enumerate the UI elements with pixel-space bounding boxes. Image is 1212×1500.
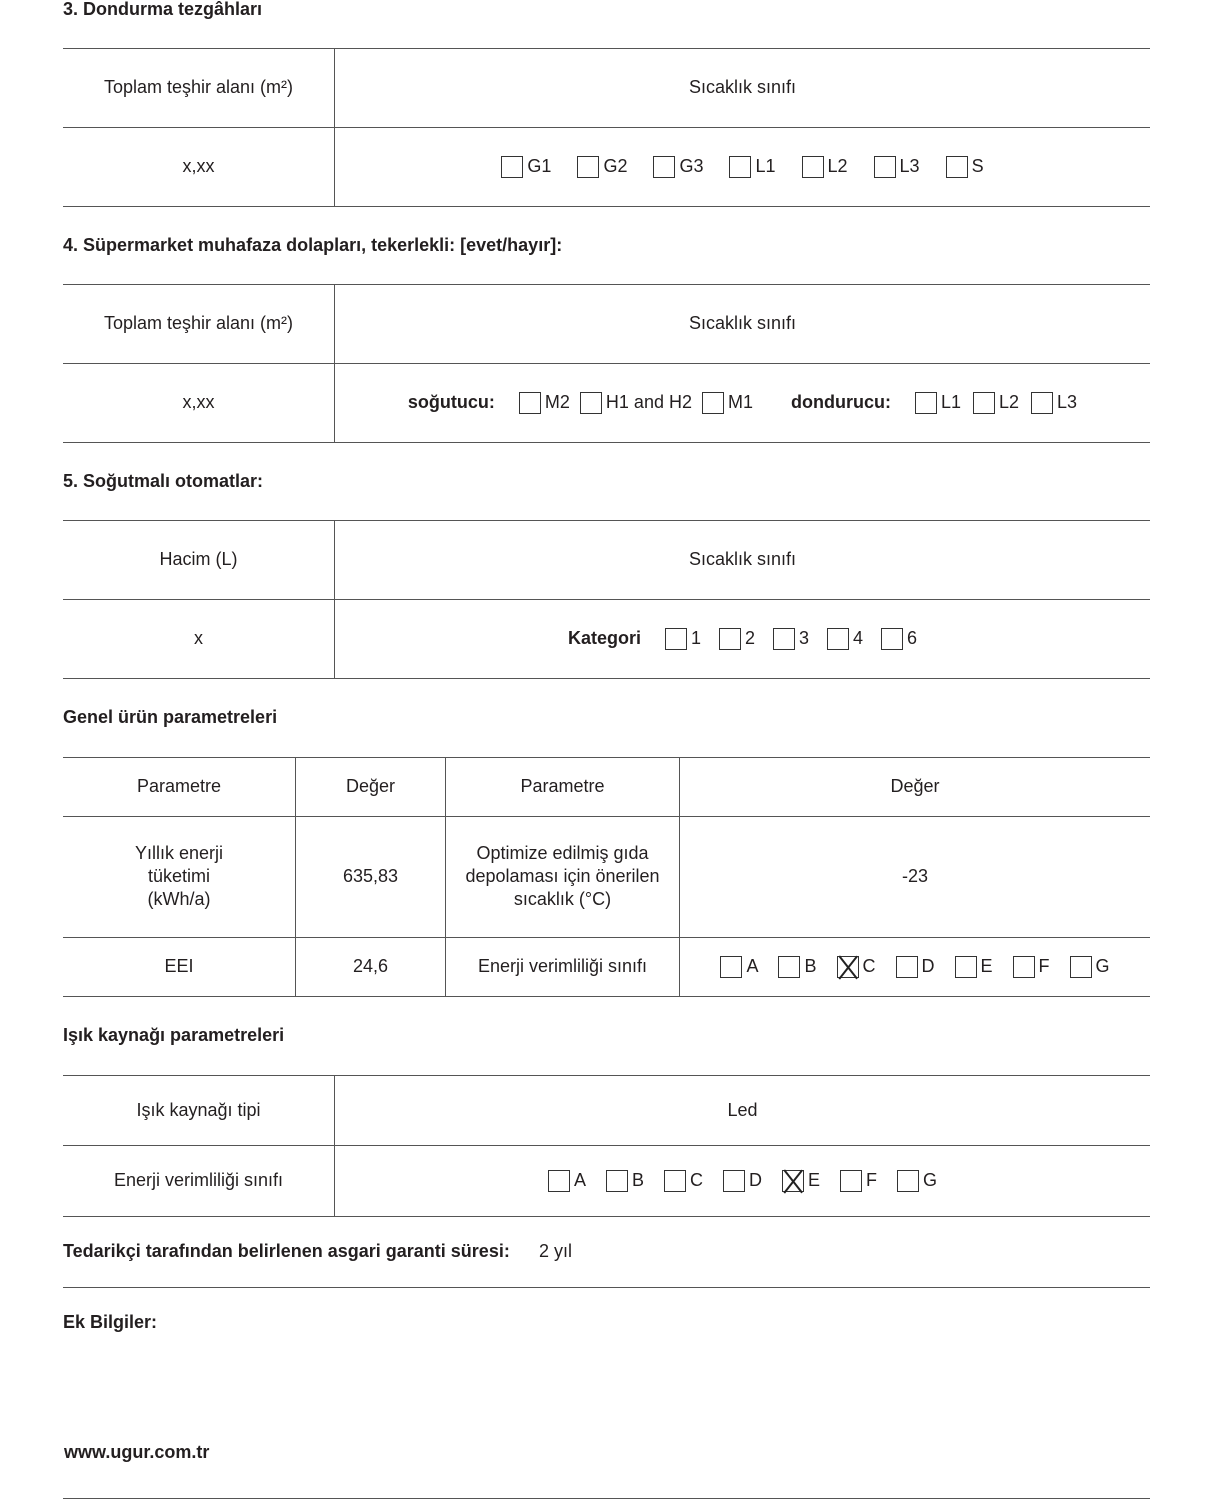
checkbox[interactable]	[501, 156, 523, 178]
checkbox[interactable]	[773, 628, 795, 650]
checkbox-option[interactable]	[840, 1170, 877, 1192]
light-type-value: Led	[727, 1099, 758, 1120]
checkbox-label: A	[573, 1170, 586, 1190]
section4-temperature-class-options	[335, 363, 1150, 442]
section4-value: x,xx	[182, 392, 215, 412]
divider	[63, 1287, 1150, 1288]
eei-value: 24,6	[352, 956, 389, 976]
checkbox[interactable]	[720, 956, 742, 978]
checkbox-option[interactable]	[773, 628, 809, 650]
section4-heading: 4. Süpermarket muhafaza dolapları, tekerlekli: [evet/hayır]:	[63, 235, 563, 255]
checkbox-label: M1	[727, 392, 753, 412]
cooler-label: soğutucu:	[407, 392, 495, 412]
checkbox[interactable]	[606, 1170, 628, 1192]
section5-heading: 5. Soğutmalı otomatlar:	[63, 471, 264, 491]
checkbox-label: L3	[899, 156, 920, 176]
checkbox-option[interactable]	[837, 956, 876, 978]
checkbox[interactable]	[881, 628, 903, 650]
divider	[63, 678, 1150, 679]
recommended-temperature-label: Optimize edilmiş gıda depolaması için önerilen sıcaklık (°C)	[465, 843, 660, 909]
checkbox[interactable]	[702, 392, 724, 414]
checkbox-label: 3	[799, 628, 810, 648]
checkbox[interactable]	[1031, 392, 1053, 414]
section5-category-options	[335, 599, 1150, 678]
checkbox-label: G2	[603, 156, 628, 176]
checkbox-option[interactable]	[915, 392, 961, 414]
checkbox[interactable]	[653, 156, 675, 178]
checkbox[interactable]	[719, 628, 741, 650]
checkbox[interactable]	[548, 1170, 570, 1192]
checkbox[interactable]	[577, 156, 599, 178]
checkbox-option[interactable]	[1031, 392, 1077, 414]
freezer-label: dondurucu:	[791, 392, 891, 412]
light-class-label: Enerji verimliliği sınıfı	[113, 1170, 284, 1190]
checkbox[interactable]	[973, 392, 995, 414]
checkbox-label: G1	[527, 156, 552, 176]
checkbox-label: F	[866, 1170, 878, 1190]
checkbox[interactable]	[827, 628, 849, 650]
checkbox-label: M2	[544, 392, 570, 412]
checkbox-option[interactable]	[973, 392, 1019, 414]
divider	[63, 1498, 1150, 1499]
checkbox-label: B	[631, 1170, 644, 1190]
annual-energy-value: 635,83	[342, 866, 399, 886]
checkbox-option[interactable]	[702, 392, 753, 414]
section5-col1-header: Hacim (L)	[159, 549, 238, 569]
checked-checkbox[interactable]	[782, 1170, 804, 1192]
checkbox[interactable]	[664, 1170, 686, 1192]
divider	[63, 1216, 1150, 1217]
checkbox-label: B	[804, 956, 817, 976]
checkbox[interactable]	[519, 392, 541, 414]
checkbox-label: C	[862, 956, 876, 976]
divider	[63, 442, 1150, 443]
checkbox-label: L1	[755, 156, 776, 176]
checkbox-option[interactable]	[802, 156, 848, 178]
checkbox-option[interactable]	[897, 1170, 937, 1192]
category-options	[665, 628, 917, 650]
general-header-value-2: Değer	[890, 776, 940, 796]
general-heading: Genel ürün parametreleri	[63, 707, 278, 727]
checkbox-label: 1	[690, 628, 701, 648]
section3-col1-header: Toplam teşhir alanı (m²)	[103, 77, 294, 97]
section3-value: x,xx	[182, 156, 215, 176]
checkbox[interactable]	[802, 156, 824, 178]
checkbox-option[interactable]	[827, 628, 863, 650]
checkbox-option[interactable]	[519, 392, 570, 414]
section5-value: x	[194, 628, 203, 648]
checkbox-option[interactable]	[729, 156, 775, 178]
checkbox-option[interactable]	[1070, 956, 1110, 978]
category-label: Kategori	[567, 628, 641, 648]
checkbox-option[interactable]	[778, 956, 816, 978]
checkbox[interactable]	[896, 956, 918, 978]
checkbox-label: L1	[940, 392, 962, 412]
energy-class-label: Enerji verimliliği sınıfı	[477, 956, 648, 976]
checkbox[interactable]	[778, 956, 800, 978]
checkbox-option[interactable]	[720, 956, 758, 978]
section4-col2-header: Sıcaklık sınıfı	[688, 313, 797, 333]
general-header-parameter-1: Parametre	[136, 776, 222, 796]
checkbox[interactable]	[840, 1170, 862, 1192]
checkbox-label: G	[1095, 956, 1110, 976]
checkbox[interactable]	[897, 1170, 919, 1192]
checkbox-option[interactable]	[653, 156, 703, 178]
checkbox[interactable]	[1070, 956, 1092, 978]
checkbox[interactable]	[915, 392, 937, 414]
section5-col2-header: Sıcaklık sınıfı	[688, 549, 797, 569]
checkbox-option[interactable]	[896, 956, 935, 978]
checkbox-option[interactable]	[874, 156, 920, 178]
general-header-value-1: Değer	[345, 776, 396, 796]
recommended-temperature-value: -23	[901, 866, 928, 886]
section3-temperature-class-options	[335, 127, 1150, 206]
cooler-options	[519, 392, 753, 414]
checkbox[interactable]	[729, 156, 751, 178]
checkbox-label: L2	[999, 392, 1020, 412]
checkbox-option[interactable]	[548, 1170, 586, 1192]
checkbox-label: D	[749, 1170, 762, 1190]
annual-energy-label: Yıllık enerji tüketimi (kWh/a)	[134, 843, 224, 909]
checkbox[interactable]	[665, 628, 687, 650]
checkbox-label: D	[921, 956, 935, 976]
freezer-options	[915, 392, 1077, 414]
checkbox-option[interactable]	[955, 956, 993, 978]
checked-checkbox[interactable]	[837, 956, 859, 978]
checkbox-option[interactable]	[577, 156, 627, 178]
checkbox-label: G	[923, 1170, 938, 1190]
checkbox[interactable]	[580, 392, 602, 414]
checkbox-option[interactable]	[606, 1170, 644, 1192]
checkbox-option[interactable]	[580, 392, 692, 414]
section3-heading: 3. Dondurma tezgâhları	[63, 0, 263, 19]
extra-info-label: Ek Bilgiler:	[63, 1312, 158, 1332]
checkbox[interactable]	[723, 1170, 745, 1192]
checkbox-label: 6	[907, 628, 918, 648]
checkbox-option[interactable]	[664, 1170, 703, 1192]
checkbox-option[interactable]	[782, 1170, 820, 1192]
checkbox-option[interactable]	[723, 1170, 762, 1192]
warranty-label: Tedarikçi tarafından belirlenen asgari garanti süresi:	[63, 1241, 510, 1261]
checkbox-option[interactable]	[946, 156, 984, 178]
energy-class-options	[680, 937, 1150, 996]
section4-col1-header: Toplam teşhir alanı (m²)	[103, 313, 294, 333]
footer-url: www.ugur.com.tr	[64, 1442, 210, 1462]
checkbox-label: L2	[827, 156, 848, 176]
eei-label: EEI	[164, 956, 194, 976]
checkbox-option[interactable]	[719, 628, 755, 650]
checkbox[interactable]	[946, 156, 968, 178]
warranty-value: 2 yıl	[539, 1241, 573, 1261]
checkbox[interactable]	[1013, 956, 1035, 978]
general-header-parameter-2: Parametre	[520, 776, 605, 796]
light-class-options	[335, 1145, 1150, 1216]
light-type-label: Işık kaynağı tipi	[136, 1099, 261, 1120]
checkbox-label: 4	[853, 628, 864, 648]
checkbox-option[interactable]	[665, 628, 701, 650]
checkbox-option[interactable]	[501, 156, 551, 178]
section3-col2-header: Sıcaklık sınıfı	[688, 77, 797, 97]
checkbox-label: 2	[744, 628, 755, 648]
checkbox[interactable]	[874, 156, 896, 178]
checkbox[interactable]	[955, 956, 977, 978]
checkbox-label: A	[746, 956, 759, 976]
checkbox-option[interactable]	[1013, 956, 1050, 978]
divider	[63, 996, 1150, 997]
checkbox-label: G3	[679, 156, 704, 176]
checkbox-label: C	[690, 1170, 703, 1190]
checkbox-label: F	[1038, 956, 1050, 976]
checkbox-label: L3	[1057, 392, 1078, 412]
divider	[63, 206, 1150, 207]
checkbox-label: H1 and H2	[605, 392, 692, 412]
checkbox-label: S	[971, 156, 984, 176]
checkbox-label: E	[808, 1170, 821, 1190]
checkbox-option[interactable]	[881, 628, 917, 650]
checkbox-label: E	[980, 956, 993, 976]
light-heading: Işık kaynağı parametreleri	[63, 1025, 285, 1045]
